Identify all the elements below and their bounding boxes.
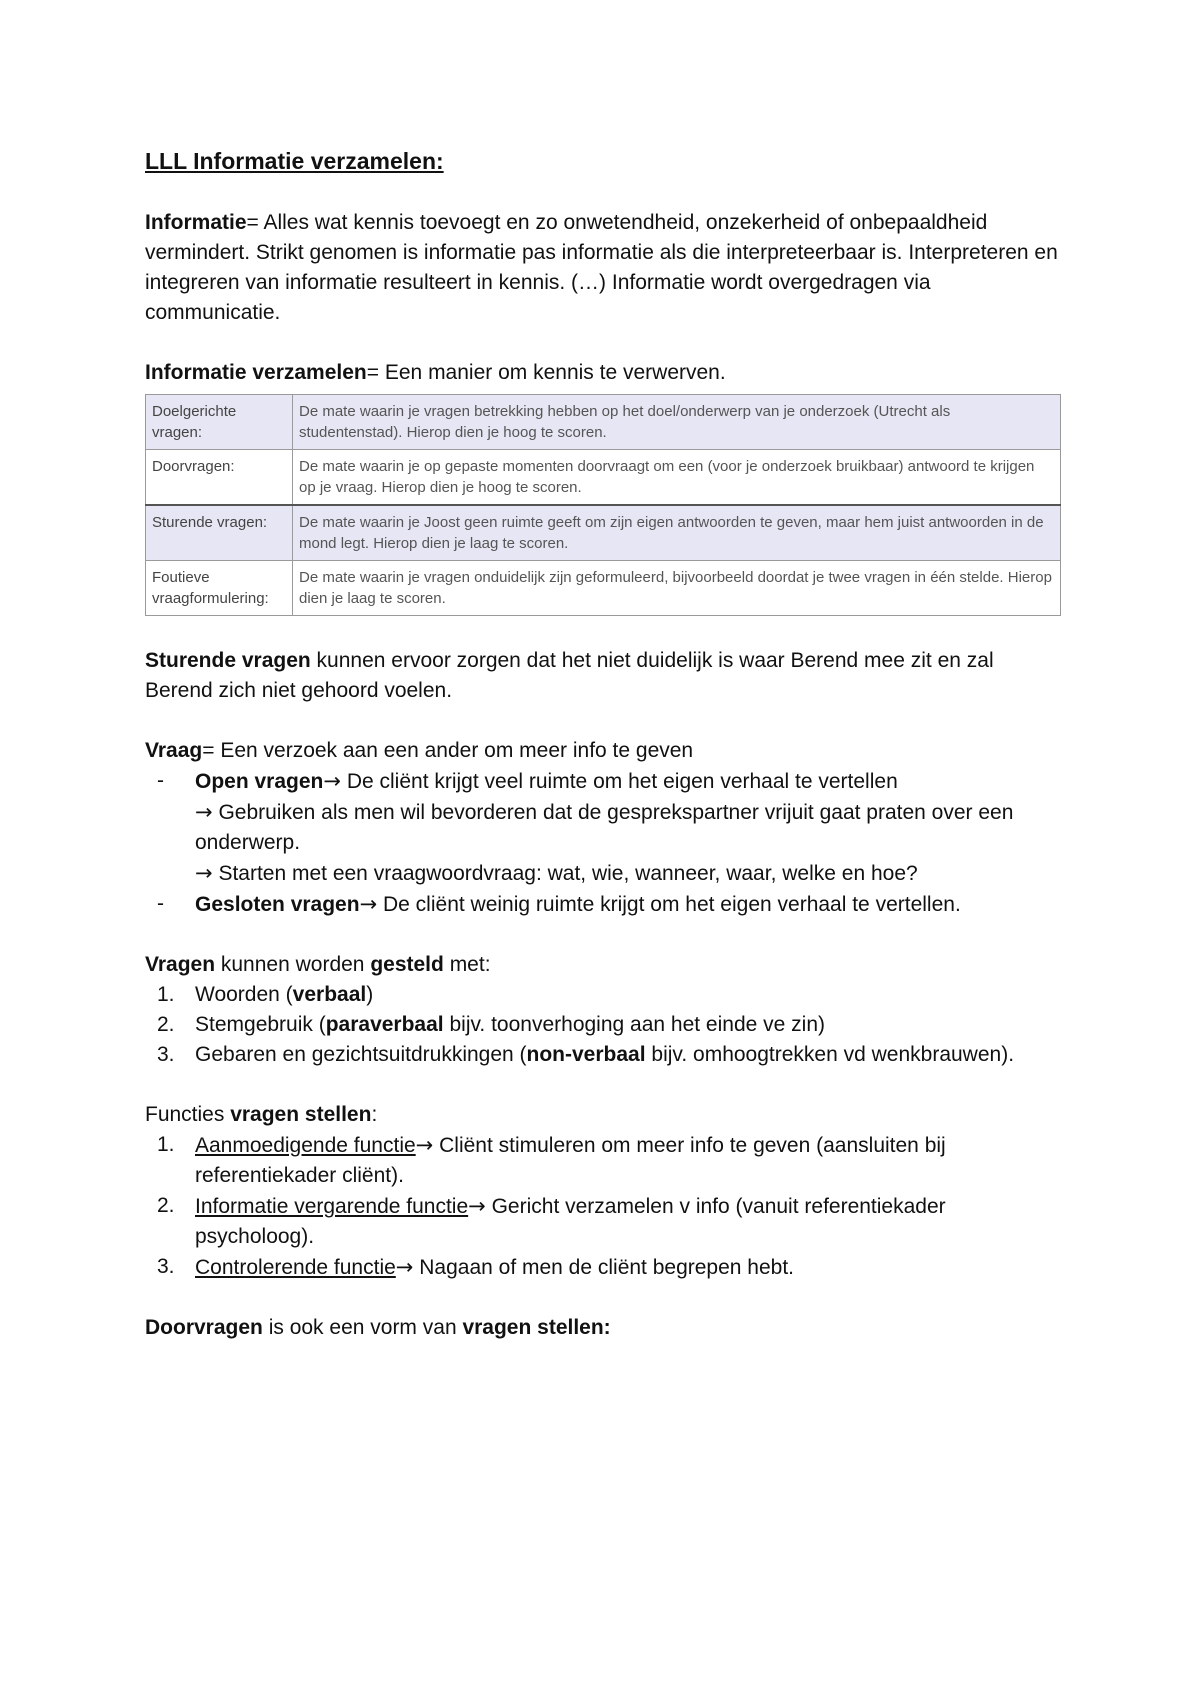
item-text: Cliënt stimuleren om meer info te geven (aansluiten bij referentiekader cliënt). <box>195 1134 946 1187</box>
criteria-table <box>145 394 1061 616</box>
sturende-text: kunnen ervoor zorgen dat het niet duidelijk is waar Berend mee zit en zal Berend zich niet gehoord voelen. <box>145 649 994 702</box>
subpoint-text: Gebruiken als men wil bevorderen dat de gesprekspartner vrijuit gaat praten over een onderwerp. <box>195 801 1014 854</box>
closed-questions-term: Gesloten vragen <box>195 893 360 916</box>
intro-text: Functies <box>145 1103 231 1126</box>
informatie-definition <box>145 208 1065 328</box>
list-item <box>145 1252 1065 1283</box>
closed-questions-text: De cliënt weinig ruimte krijgt om het eigen verhaal te vertellen. <box>377 893 961 916</box>
list-number: 3. <box>157 1043 175 1066</box>
item-text: Nagaan of men de cliënt begrepen hebt. <box>413 1256 795 1279</box>
list-item <box>145 889 1065 920</box>
function-name: Informatie vergarende functie <box>195 1195 469 1218</box>
doorvragen-paragraph <box>145 1313 1065 1343</box>
intro-text: kunnen worden <box>215 953 371 976</box>
bullet-dash: - <box>157 769 164 792</box>
verzamelen-text: = Een manier om kennis te verwerven. <box>366 361 726 384</box>
item-text: Woorden ( <box>195 983 293 1006</box>
list-number: 1. <box>157 1133 175 1156</box>
informatie-text: = Alles wat kennis toevoegt en zo onwetendheid, onzekerheid of onbepaaldheid vermindert. Strikt genomen is informatie pas informatie als die interpreteerbaar is. Interpreteren en integreren van informatie resulteert in kennis. (…) Informatie wordt overgedragen via communicatie. <box>145 211 1058 324</box>
table-term: Sturende vragen: <box>146 505 293 561</box>
arrow-icon: → <box>323 769 341 793</box>
bold-word: Vragen <box>145 953 216 976</box>
table-description: De mate waarin je op gepaste momenten doorvraagt om een (voor je onderzoek bruikbaar) antwoord te krijgen op je vraag. Hierop dien je hoog te scoren. <box>293 450 1061 506</box>
intro-text: met: <box>443 953 491 976</box>
function-name: Controlerende functie <box>195 1256 396 1279</box>
table-row <box>146 561 1061 616</box>
vraag-term: Vraag <box>145 739 203 762</box>
arrow-icon: → <box>195 800 213 824</box>
arrow-icon: → <box>195 861 213 885</box>
arrow-icon: → <box>468 1194 486 1218</box>
intro-text: : <box>371 1103 378 1126</box>
gesteld-list <box>145 980 1065 1070</box>
functies-intro <box>145 1100 1065 1130</box>
sturende-term: Sturende vragen <box>145 649 311 672</box>
list-item <box>145 1040 1065 1070</box>
table-row <box>146 395 1061 450</box>
vraag-definition <box>145 736 1065 766</box>
item-bold: non-verbaal <box>526 1043 646 1066</box>
verzamelen-definition <box>145 358 1065 388</box>
functies-list <box>145 1130 1065 1283</box>
table-description: De mate waarin je Joost geen ruimte geeft om zijn eigen antwoorden te geven, maar hem juist antwoorden in de mond legt. Hierop dien je laag te scoren. <box>293 505 1061 561</box>
bullet-dash: - <box>157 892 164 915</box>
table-description: De mate waarin je vragen onduidelijk zijn geformuleerd, bijvoorbeeld doordat je twee vragen in één stelde. Hierop dien je laag te scoren. <box>293 561 1061 616</box>
list-item <box>145 1191 1065 1252</box>
open-questions-text: De cliënt krijgt veel ruimte om het eigen verhaal te vertellen <box>340 770 898 793</box>
arrow-icon: → <box>359 892 378 916</box>
list-number: 2. <box>157 1013 175 1036</box>
table-term: Doelgerichte vragen: <box>146 395 293 450</box>
sturende-paragraph <box>145 646 1065 706</box>
bold-word: gesteld <box>370 953 444 976</box>
gesteld-intro <box>145 950 1065 980</box>
subpoint-text: Starten met een vraagwoordvraag: wat, wie, wanneer, waar, welke en hoe? <box>212 862 918 885</box>
table-term: Doorvragen: <box>146 450 293 506</box>
list-number: 1. <box>157 983 175 1006</box>
list-item <box>145 980 1065 1010</box>
item-text: Stemgebruik ( <box>195 1013 326 1036</box>
list-item <box>145 1130 1065 1191</box>
table-row <box>146 505 1061 561</box>
table-description: De mate waarin je vragen betrekking hebben op het doel/onderwerp van je onderzoek (Utrecht als studentenstad). Hierop dien je hoog te scoren. <box>293 395 1061 450</box>
list-item <box>145 766 1065 889</box>
item-bold: paraverbaal <box>325 1013 444 1036</box>
item-text: bijv. toonverhoging aan het einde ve zin) <box>443 1013 826 1036</box>
vraag-text: = Een verzoek aan een ander om meer info te geven <box>202 739 694 762</box>
open-questions-subpoint <box>195 858 1065 889</box>
open-questions-term: Open vragen <box>195 770 324 793</box>
bold-word: vragen stellen: <box>462 1316 611 1339</box>
open-questions-subpoint <box>195 797 1065 858</box>
informatie-term: Informatie <box>145 211 247 234</box>
item-text: Gebaren en gezichtsuitdrukkingen ( <box>195 1043 527 1066</box>
bold-word: Doorvragen <box>145 1316 263 1339</box>
bold-word: vragen stellen <box>230 1103 372 1126</box>
item-bold: verbaal <box>292 983 367 1006</box>
function-name: Aanmoedigende functie <box>195 1134 416 1157</box>
item-text: Gericht verzamelen v info (vanuit referentiekader psycholoog). <box>195 1195 946 1248</box>
question-types-list <box>145 766 1065 920</box>
verzamelen-term: Informatie verzamelen <box>145 361 367 384</box>
list-number: 2. <box>157 1194 175 1217</box>
table-row <box>146 450 1061 506</box>
page-title: LLL Informatie verzamelen: <box>145 148 444 174</box>
arrow-icon: → <box>395 1255 414 1279</box>
list-item <box>145 1010 1065 1040</box>
arrow-icon: → <box>415 1133 434 1157</box>
item-text: ) <box>366 983 374 1006</box>
table-term: Foutieve vraagformulering: <box>146 561 293 616</box>
document-body <box>145 146 1065 1343</box>
list-number: 3. <box>157 1255 175 1278</box>
paragraph-text: is ook een vorm van <box>262 1316 463 1339</box>
item-text: bijv. omhoogtrekken vd wenkbrauwen). <box>645 1043 1015 1066</box>
